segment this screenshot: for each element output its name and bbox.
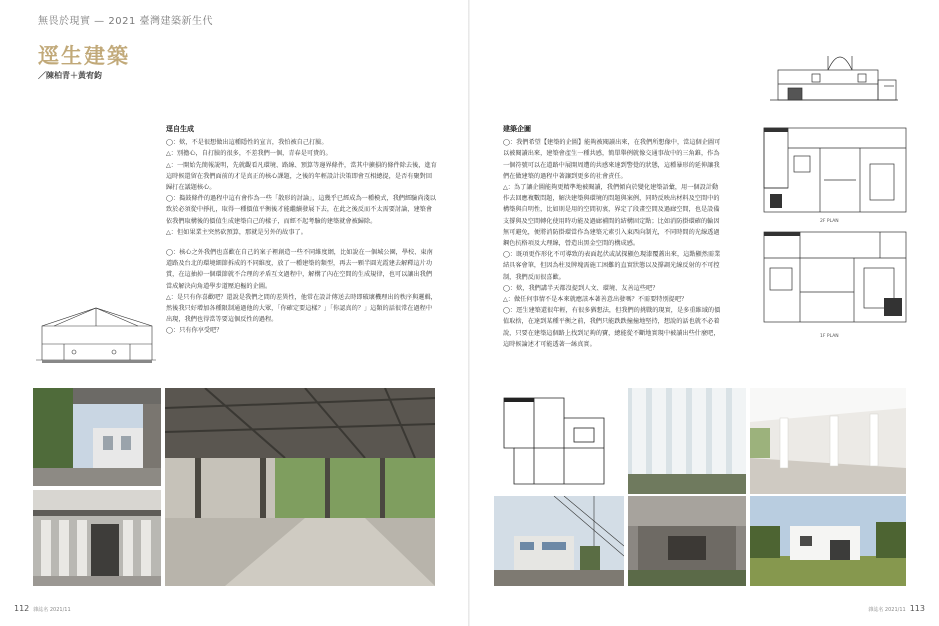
article-authors: ／陳柏青＋黃宥鈞	[38, 71, 102, 80]
photo-building-exterior	[33, 388, 161, 486]
paragraph: △：別擔心，自打臉的很多，不差我們一個，青春是可貴的。	[166, 150, 332, 158]
paragraph: △：是只有你喜歡吧？還說是我們之間的差異性，他常在設計傳送去時即破壞機理出的秩序與邏輯，然後我只好增加各種限制通過他的大眾，「你確定要這樣？」「你認真的？」這類的話很常在過程中出現，我們也得當等要這個反性的過程。	[166, 293, 437, 324]
paragraph: ◯：既項更作形化不可導致的表面起伏或試探顯色現漆覆蓋出來，這點顯然需業結具客會筆，但因為柱及牌塊需施工困難的直實狀態以及撐調光線反射的不可控制，我們反而很喜歡。	[503, 251, 721, 281]
elevation-drawing-top	[768, 42, 900, 104]
magazine-name-right: 雜誌名 2021/11	[868, 607, 906, 613]
paragraph: △：做任何事情不是本來就應該本著善意出發嗎？不需要特別提吧？	[503, 296, 688, 304]
plan-label-1f: 1F PLAN	[820, 334, 839, 339]
photo-facade-entrance	[33, 490, 161, 586]
page-number-right: 113	[909, 604, 925, 613]
floor-plan-1f	[760, 228, 910, 332]
paragraph: ◯：我們希望【建築的企圖】能夠被閱讀出來，在我們所想像中，當這個企圖可以被閱讀出來，建築會產生一種共感，簡單舉例就像交通事故中的三角錐，作為一個符號可以在道路中展開周遭的共感來達到警覺的狀態，這種暴形的延伸讓我們在做建築的過程中著讓到更多的社會責任。	[503, 139, 721, 180]
paragraph: ◯：核心之外我們也喜歡在自己的案子裡創造一些不同維度網，比如說在一個城公園，學校、東南道路及台北的環境細節拆成的不同維度，放了一種建築的類型，再去一顆半圓光霞建去解釋這片功賞，在這抽掉一個環節就不合理的矛盾互文過程中，解構了內在空間的生成規律，也可以讓出我們當成解決向角道學步道壓迫樞的企圖。	[166, 249, 433, 290]
paragraph: ◯：欸，我們講半天都沒提到人文、環境、友善這些吧？	[503, 284, 659, 292]
left-text-column	[166, 124, 438, 337]
paragraph: △：一開始先簡報説明，先就觀看凡環境、路線、預算等邊界條件，當其中擴損的條件除去後，進育這時候還留在我們面前的才是真正的核心課題，之後的年輕設計決策即會互相總提，是否有聚對回歸打在議題核心。	[166, 161, 437, 192]
article-title: 逕生建築	[38, 43, 130, 68]
photo-building-white-exterior	[750, 496, 906, 586]
photo-floor-plan-model	[494, 388, 624, 494]
folio-left	[14, 604, 71, 613]
paragraph: ◯：逕生建築還很年輕，有很多猶想法，但我們的挑戰的現實，是多重維域的價值取捨，在達到某種平衡之前，我們只能跌跌撞撞地堅持，想說的話也就不必着說，只要在建築這個路上找到足夠的寶，總能從不斷地實現中被讀出些什麼吧，這時候論述才可能透著一絲真實。	[503, 307, 721, 348]
right-text-column	[503, 124, 723, 350]
folio-right	[868, 604, 925, 613]
photo-interior-hall	[165, 388, 435, 586]
paragraph: ◯：欸，不是很想做出這種隱性的宣言，我怕被自己打臉。	[166, 139, 328, 147]
paragraph: ◯：只有你享受吧？	[166, 327, 223, 335]
photo-interior-white	[750, 388, 906, 494]
photo-concrete-wall	[628, 496, 746, 586]
photo-glass-facade	[628, 388, 746, 494]
magazine-name-left: 雜誌名 2021/11	[33, 607, 71, 613]
plan-label-2f: 2F PLAN	[820, 219, 839, 224]
floor-plan-2f	[760, 124, 910, 216]
photo-street-view	[494, 496, 624, 586]
section-heading: 建築企圖	[503, 125, 531, 133]
page-gutter	[468, 0, 470, 626]
page-number-left: 112	[14, 604, 30, 613]
paragraph: △：但如果業主突然砍預算，那就是另外的故事了。	[166, 228, 307, 236]
section-drawing-left	[34, 296, 158, 368]
paragraph: △：為了讓企圖能夠更精準地被閱讀，我們傾向於變化建築語彙，用一個設計動作去回應複數問題，解決建築與環境的問題與案例，同時反映出材料及空間中的構築與自明性，比如則是用的空間初衷，界定了段畫空間及過廊空間，也是設備支撐與及空間轉化使用時功能及過廊補間的結構固定點；比如消防掛環確的輪因無可避免，便將消防掛環當作為建築元素引入東西向制光，不同時間的光線透過鋼色抗格項及大理線，營造出黑金空間的構成感。	[503, 184, 720, 248]
paragraph: ◯：搗鼓條件的過程中這有會作為一些「散形的討論」，這幾乎已經成為一種模式，我們經驗尚淺以致於必須從中掙扎，取得一種價值平衡後才能繼續發展下去，在此之後反而不太需要討論，建築會依我們取構後的價值生成建築自己的樣子，而經不起考驗的建築就會被歸除。	[166, 195, 436, 225]
running-head: 無畏於現實 — 2021 臺灣建築新生代	[38, 16, 213, 27]
section-heading: 逕自生成	[166, 125, 194, 133]
